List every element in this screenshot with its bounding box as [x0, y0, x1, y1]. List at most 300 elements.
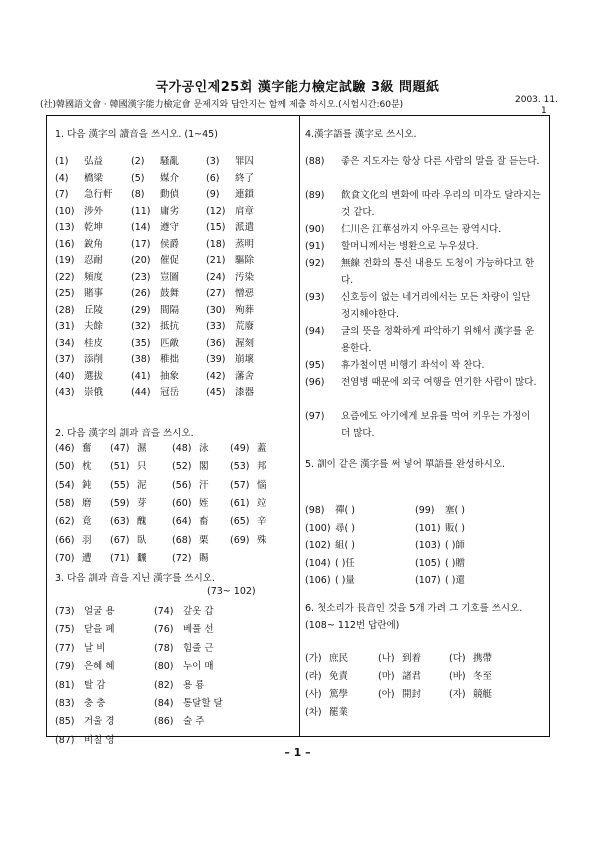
q4-number: (94)	[305, 326, 325, 337]
section-6-heading: 6. 첫소리가 長音인 것을 5개 가려 그 기호를 쓰시오. (108~ 112번 답란에)	[305, 603, 523, 631]
q3-item	[154, 677, 204, 691]
section-3-heading: 3. 다음 訓과 音을 지닌 漢字를 쓰시오.	[55, 573, 215, 584]
q1-item	[206, 302, 254, 316]
q1-item	[206, 219, 254, 233]
q2-text: 竟	[82, 516, 92, 528]
q1-text: 銳角	[84, 238, 104, 250]
q3-item	[154, 640, 214, 654]
q5-number: (107)	[415, 575, 441, 586]
q1-item	[206, 269, 254, 283]
q6-text: 諸君	[402, 671, 422, 682]
q6-number: (가)	[305, 653, 322, 664]
q2-item	[110, 495, 147, 509]
q1-number: (34)	[55, 337, 75, 349]
q2-text: 畜	[199, 516, 209, 528]
q1-text: 抽象	[160, 370, 180, 382]
q1-number: (8)	[131, 189, 145, 200]
q1-item	[55, 170, 103, 184]
q4-number: (92)	[305, 258, 325, 269]
q3-number: (76)	[154, 624, 174, 636]
q1-text: 賭事	[84, 288, 104, 299]
q2-text: 羽	[82, 534, 92, 546]
q1-item	[55, 302, 103, 316]
q1-number: (3)	[206, 156, 220, 167]
q1-number: (33)	[206, 321, 226, 332]
q2-item	[230, 440, 267, 454]
q2-item	[55, 495, 92, 509]
q2-number: (55)	[110, 479, 130, 491]
q1-item	[55, 351, 103, 365]
q1-text: 荒廢	[235, 321, 255, 332]
q2-item	[172, 458, 209, 472]
q1-text: 殉葬	[235, 304, 255, 316]
q1-number: (1)	[55, 156, 69, 167]
q5-item	[305, 520, 355, 534]
q2-number: (51)	[110, 461, 130, 473]
q2-number: (56)	[172, 479, 192, 491]
q2-text: 濕	[137, 443, 147, 454]
q2-number: (47)	[110, 443, 130, 454]
q1-item	[55, 368, 103, 382]
section-4-heading: 4.漢字語를 漢字로 쓰시오.	[305, 129, 417, 140]
q3-item	[55, 621, 115, 635]
q2-text: 賜	[199, 552, 209, 564]
q1-text: 選拔	[84, 370, 104, 382]
q6-item	[378, 668, 421, 682]
q2-text: 邦	[257, 461, 267, 473]
q1-item	[55, 285, 103, 299]
q3-item	[55, 713, 115, 727]
q6-number: (바)	[449, 671, 466, 682]
q2-item	[110, 458, 147, 472]
q1-text: 動偵	[160, 189, 180, 200]
q2-item	[172, 513, 209, 527]
q2-item	[172, 495, 209, 509]
q4-item	[305, 187, 541, 221]
q1-item	[131, 203, 179, 217]
q1-text: 驅除	[235, 255, 255, 266]
q3-text: 베풀 선	[183, 624, 214, 636]
q1-number: (28)	[55, 304, 75, 316]
q1-text: 豈圖	[160, 271, 180, 283]
q3-item	[55, 640, 105, 654]
q5-text: ( )還	[445, 575, 465, 586]
q1-number: (16)	[55, 238, 75, 250]
q5-number: (104)	[305, 557, 331, 569]
q1-number: (18)	[206, 238, 226, 250]
q2-text: 醜	[137, 516, 147, 528]
q5-number: (100)	[305, 522, 331, 534]
q5-number: (101)	[415, 522, 441, 534]
q3-text: 누이 매	[183, 661, 214, 673]
q1-text: 肩章	[235, 205, 255, 217]
q2-text: 泥	[137, 479, 147, 491]
q1-item	[55, 335, 103, 349]
q1-text: 庸劣	[160, 205, 180, 217]
q3-number: (79)	[55, 661, 75, 673]
q1-text: 騷亂	[160, 156, 180, 167]
q1-number: (40)	[55, 370, 75, 382]
q3-number: (74)	[154, 606, 174, 617]
q3-item	[55, 658, 115, 672]
q2-item	[55, 458, 92, 472]
q2-text: 臥	[137, 534, 147, 546]
q2-item	[172, 440, 209, 454]
q2-text: 只	[137, 461, 147, 473]
q1-number: (9)	[206, 189, 220, 200]
q5-text: 組( )	[335, 540, 355, 551]
q5-item	[415, 520, 465, 534]
q6-item	[449, 686, 492, 700]
q1-text: 終了	[235, 172, 255, 184]
q4-text: 신호등이 없는 네거리에서는 모든 차량이 일단 정지해야한다.	[341, 292, 531, 320]
q4-text: 글의 뜻을 정확하게 파악하기 위해서 漢字를 운용한다.	[341, 326, 535, 354]
q1-text: 媒介	[160, 172, 180, 184]
q1-number: (43)	[55, 387, 75, 398]
q1-number: (22)	[55, 271, 75, 283]
q2-number: (48)	[172, 443, 192, 454]
q1-number: (19)	[55, 255, 75, 266]
q2-number: (63)	[110, 516, 130, 528]
q1-text: 丘陵	[84, 304, 104, 316]
q1-number: (32)	[131, 321, 151, 332]
q4-text: 仁川은 江華섬까지 아우르는 광역시다.	[341, 224, 502, 235]
q1-text: 蒸明	[235, 238, 255, 250]
q5-text: 尋( )	[335, 522, 355, 534]
page-title: 국가공인제25회 漢字能力檢定試驗 3級 問題紙	[155, 80, 440, 95]
q1-text: 急行軒	[84, 189, 113, 200]
q1-number: (38)	[131, 354, 151, 365]
q1-number: (6)	[206, 172, 220, 184]
q2-text: 飜	[137, 552, 147, 564]
q1-text: 藩舍	[235, 370, 255, 382]
q6-number: (아)	[378, 689, 395, 700]
page-number: – 1 –	[284, 746, 311, 759]
exam-box	[46, 115, 550, 746]
q2-text: 辛	[257, 516, 267, 528]
q2-number: (70)	[55, 552, 75, 564]
q5-number: (98)	[305, 505, 325, 516]
q6-item	[305, 686, 348, 700]
q5-item	[415, 502, 465, 516]
q1-number: (20)	[131, 255, 151, 266]
q5-number: (99)	[415, 505, 435, 516]
q2-number: (68)	[172, 534, 192, 546]
q1-number: (31)	[55, 321, 75, 332]
q3-item	[154, 658, 214, 672]
q2-number: (57)	[230, 479, 250, 491]
q3-text: 용 룡	[183, 679, 205, 691]
q6-number: (다)	[449, 653, 466, 664]
q1-text: 抵抗	[160, 321, 180, 332]
q1-number: (39)	[206, 354, 226, 365]
q3-item	[154, 695, 223, 709]
q5-text: 禪( )	[335, 505, 355, 516]
q1-text: 漆器	[235, 387, 255, 398]
q4-item	[305, 357, 541, 374]
q1-item	[206, 368, 254, 382]
q1-item	[206, 285, 254, 299]
q1-text: 崩壞	[235, 354, 255, 365]
q2-item	[110, 532, 147, 546]
q3-text: 얼굴 용	[84, 606, 115, 617]
column-divider	[299, 116, 300, 736]
q2-text: 芽	[137, 497, 147, 509]
q4-number: (97)	[305, 411, 325, 422]
q3-number: (84)	[154, 698, 174, 709]
q2-item	[230, 477, 267, 491]
q1-text: 侯爵	[160, 238, 180, 250]
q1-item	[55, 153, 103, 167]
q2-number: (53)	[230, 461, 250, 473]
q1-number: (26)	[131, 288, 151, 299]
q1-number: (35)	[131, 337, 151, 349]
q1-item	[206, 335, 254, 349]
q3-number: (85)	[55, 716, 75, 728]
q2-item	[110, 477, 147, 491]
exam-subline: (社)韓國語文會 · 韓國漢字能力檢定會 문제지와 답안지는 함께 제출 하시오.(시험시간:60분)	[40, 100, 404, 110]
q3-text: 통달할 달	[183, 698, 223, 709]
q1-item	[131, 236, 179, 250]
q2-text: 姪	[199, 497, 209, 509]
q1-number: (7)	[55, 189, 69, 200]
q1-text: 忍耐	[84, 255, 104, 266]
q3-text: 술 주	[183, 716, 205, 728]
q2-text: 惱	[257, 479, 267, 491]
q6-text: 競艇	[473, 689, 493, 700]
q2-number: (67)	[110, 534, 130, 546]
q1-number: (36)	[206, 337, 226, 349]
q2-number: (58)	[55, 497, 75, 509]
q4-number: (90)	[305, 224, 325, 235]
q6-number: (라)	[305, 671, 322, 682]
q3-text: 닫을 폐	[84, 624, 115, 636]
q1-item	[131, 170, 179, 184]
q3-text: 날 비	[84, 642, 106, 654]
exam-date-line1: 2003. 11.	[515, 95, 558, 105]
q1-number: (12)	[206, 205, 226, 217]
q2-item	[230, 513, 267, 527]
q2-text: 泳	[199, 443, 209, 454]
q2-text: 竝	[257, 497, 267, 509]
q1-item	[131, 252, 179, 266]
q4-item	[305, 221, 541, 238]
q2-number: (66)	[55, 534, 75, 546]
q1-item	[55, 186, 113, 200]
q1-number: (2)	[131, 156, 145, 167]
q1-text: 憎惡	[235, 288, 255, 299]
q1-number: (21)	[206, 255, 226, 266]
q3-number: (78)	[154, 642, 174, 654]
q6-item	[378, 650, 421, 664]
q5-item	[305, 555, 355, 569]
q5-item	[415, 572, 465, 586]
q4-text: 할머니께서는 병환으로 누우셨다.	[341, 241, 479, 252]
q2-number: (64)	[172, 516, 192, 528]
q3-number: (81)	[55, 679, 75, 691]
q2-text: 磨	[82, 497, 92, 509]
q4-number: (89)	[305, 190, 325, 201]
q2-number: (59)	[110, 497, 130, 509]
q1-number: (25)	[55, 288, 75, 299]
q1-text: 添削	[84, 354, 104, 365]
q1-number: (42)	[206, 370, 226, 382]
q4-number: (93)	[305, 292, 325, 303]
q2-item	[110, 550, 147, 564]
q1-text: 催促	[160, 255, 180, 266]
q1-text: 涉外	[84, 205, 104, 217]
q2-item	[172, 532, 209, 546]
q6-item	[305, 668, 348, 682]
q1-item	[206, 236, 254, 250]
q3-item	[154, 713, 204, 727]
q4-number: (88)	[305, 156, 325, 167]
q4-number: (91)	[305, 241, 325, 252]
q1-item	[55, 252, 103, 266]
q1-text: 冠岳	[160, 387, 180, 398]
q4-item	[305, 255, 541, 289]
q5-item	[415, 555, 465, 569]
section-5-heading: 5. 訓이 같은 漢字를 써 넣어 單語를 완성하시오.	[305, 459, 506, 470]
q2-number: (61)	[230, 497, 250, 509]
section-3-range: (73~ 102)	[207, 586, 256, 597]
q2-number: (52)	[172, 461, 192, 473]
q4-item	[305, 323, 541, 357]
q2-text: 殊	[257, 534, 267, 546]
q3-item	[55, 677, 105, 691]
q3-number: (87)	[55, 734, 75, 746]
q6-number: (사)	[305, 689, 322, 700]
q2-number: (71)	[110, 552, 130, 564]
q6-number: (나)	[378, 653, 395, 664]
q5-text: 塞( )	[445, 505, 465, 516]
q5-text: ( )量	[335, 575, 355, 586]
q5-number: (103)	[415, 540, 441, 551]
q5-item	[305, 502, 355, 516]
q4-item	[305, 238, 541, 255]
q1-number: (37)	[55, 354, 75, 365]
q2-item	[55, 440, 92, 454]
q1-item	[131, 186, 179, 200]
q1-number: (5)	[131, 172, 145, 184]
q6-item	[378, 686, 421, 700]
q5-item	[305, 572, 355, 586]
q4-item	[305, 289, 541, 323]
q1-text: 崇俄	[84, 387, 104, 398]
q3-item	[55, 732, 115, 746]
q2-text: 汗	[199, 479, 209, 491]
q5-number: (102)	[305, 540, 331, 551]
q6-text: 到着	[402, 653, 422, 664]
q2-number: (54)	[55, 479, 75, 491]
q1-number: (41)	[131, 370, 151, 382]
exam-date	[515, 95, 558, 117]
q1-text: 派遣	[235, 222, 255, 233]
exam-date-line2: 1	[541, 106, 547, 116]
q2-text: 奮	[82, 443, 92, 454]
q1-item	[206, 318, 254, 332]
q3-number: (82)	[154, 679, 174, 691]
q1-text: 弘益	[84, 156, 104, 167]
q2-item	[55, 532, 92, 546]
q2-text: 蓋	[257, 443, 267, 454]
q2-text: 閣	[199, 461, 209, 473]
q1-text: 夫餘	[84, 321, 104, 332]
q6-text: 罷業	[329, 707, 349, 718]
q1-number: (44)	[131, 387, 151, 398]
q1-number: (10)	[55, 205, 75, 217]
q3-text: 거울 경	[84, 716, 115, 728]
q4-number: (95)	[305, 360, 325, 371]
q6-number: (자)	[449, 689, 466, 700]
q2-number: (65)	[230, 516, 250, 528]
q6-number: (차)	[305, 707, 322, 718]
q1-number: (17)	[131, 238, 151, 250]
q6-item	[449, 650, 492, 664]
q1-number: (29)	[131, 304, 151, 316]
q1-item	[131, 368, 179, 382]
q4-text: 요즘에도 아기에게 보유를 먹여 키우는 가정이 더 많다.	[341, 411, 531, 439]
q4-text: 無線 전화의 통신 내용도 도청이 가능하다고 한다.	[341, 258, 535, 286]
q1-text: 乾坤	[84, 222, 104, 233]
q1-item	[131, 153, 179, 167]
q2-item	[230, 458, 267, 472]
q1-text: 匹敵	[160, 337, 180, 349]
q2-item	[55, 513, 92, 527]
q1-item	[55, 203, 103, 217]
q2-item	[172, 477, 209, 491]
section-2-heading: 2. 다음 漢字의 訓과 音을 쓰시오.	[55, 428, 194, 439]
q1-text: 罪囚	[235, 156, 255, 167]
q1-item	[131, 335, 179, 349]
q1-number: (23)	[131, 271, 151, 283]
q1-number: (27)	[206, 288, 226, 299]
q1-item	[131, 285, 179, 299]
q2-text: 鈍	[82, 479, 92, 491]
q3-number: (75)	[55, 624, 75, 636]
q5-item	[305, 537, 355, 551]
q1-text: 鼓舞	[160, 288, 180, 299]
q1-text: 連鎖	[235, 189, 255, 200]
q3-item	[55, 603, 115, 617]
q3-text: 갚옷 갑	[183, 606, 214, 617]
q1-item	[131, 318, 179, 332]
q1-item	[55, 219, 103, 233]
q2-item	[230, 495, 267, 509]
q1-item	[131, 351, 179, 365]
q2-item	[55, 550, 92, 564]
q3-number: (83)	[55, 698, 75, 709]
q6-text: 免責	[329, 671, 349, 682]
q1-number: (14)	[131, 222, 151, 233]
q3-item	[55, 695, 105, 709]
q6-text: 冬至	[473, 671, 493, 682]
q2-number: (49)	[230, 443, 250, 454]
q2-text: 遭	[82, 552, 92, 564]
q6-text: 庶民	[329, 653, 349, 664]
q1-number: (24)	[206, 271, 226, 283]
q1-item	[206, 153, 254, 167]
q1-item	[131, 219, 179, 233]
q5-number: (106)	[305, 575, 331, 586]
q2-item	[55, 477, 92, 491]
q4-item	[305, 153, 541, 170]
q4-text: 휴가철이면 비행기 좌석이 꽉 찬다.	[341, 360, 485, 371]
q1-number: (15)	[206, 222, 226, 233]
q5-item	[415, 537, 465, 551]
q1-text: 渥刻	[235, 337, 255, 349]
q1-text: 頻度	[84, 271, 104, 283]
